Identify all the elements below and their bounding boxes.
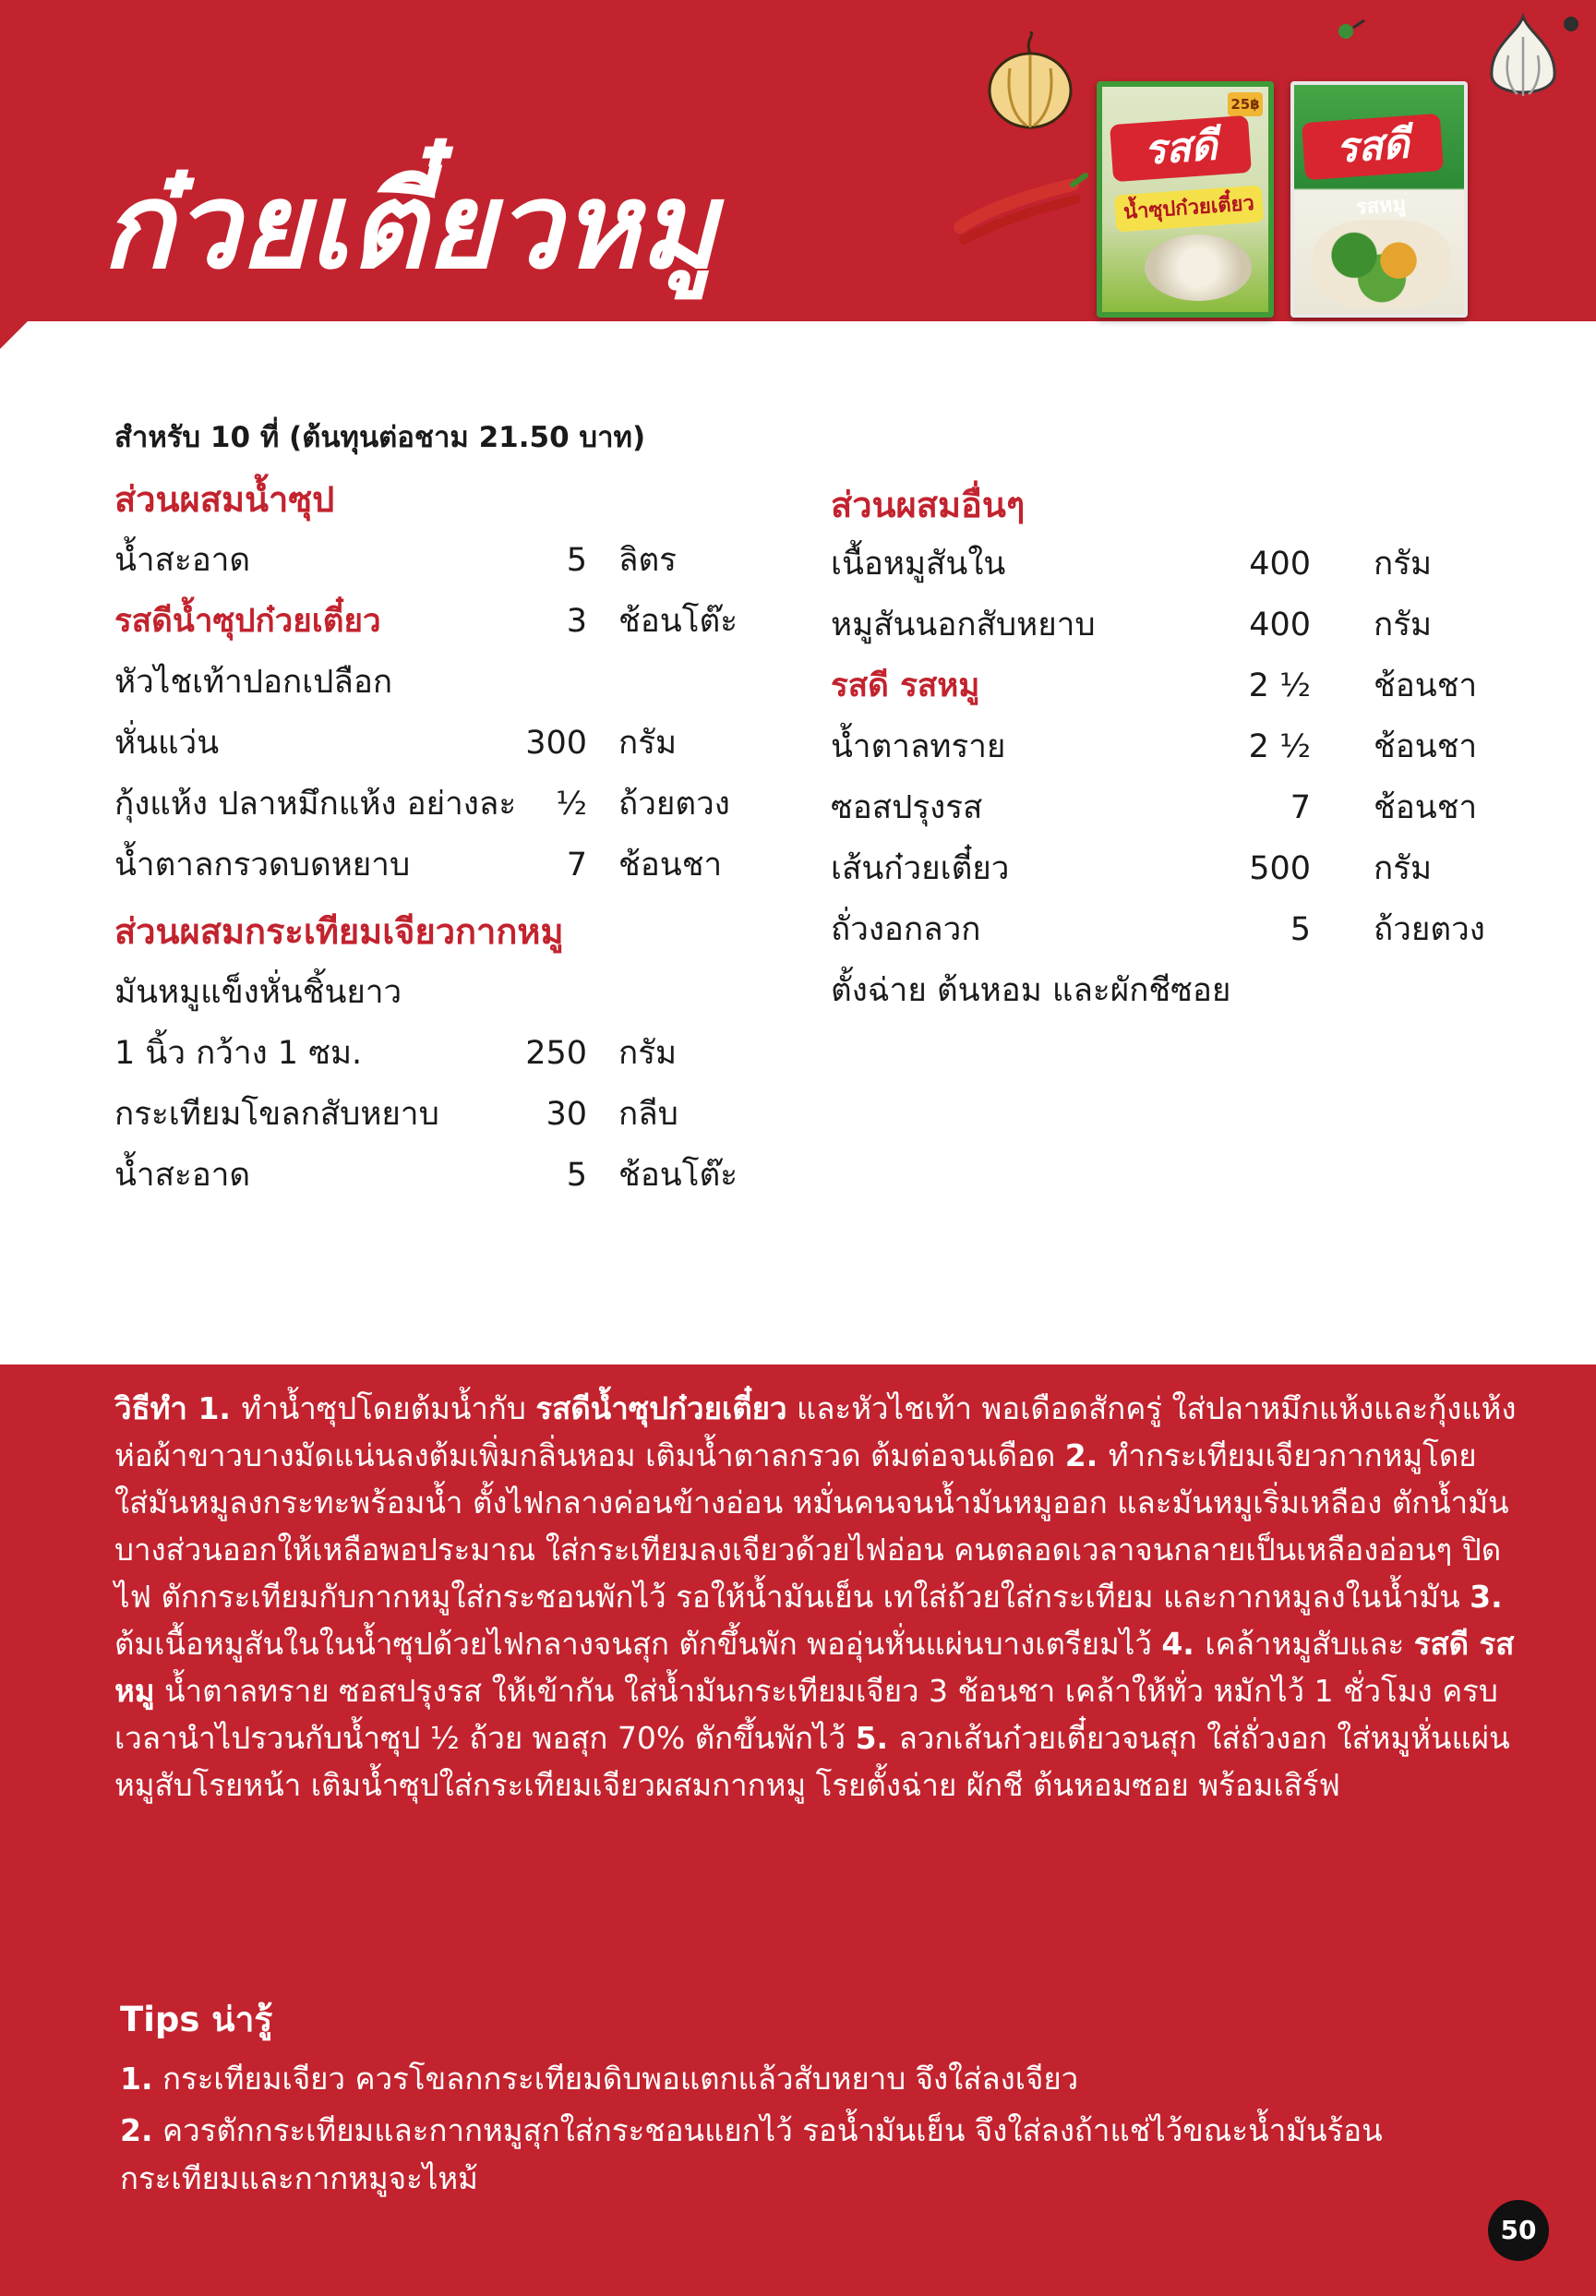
ingredient-name: น้ำสะอาด (114, 542, 251, 579)
ingredient-qty: 7 (1290, 789, 1311, 826)
chili-icon (951, 172, 1089, 246)
method-segment: เคล้าหมูสับและ (1205, 1626, 1414, 1662)
pack-product-name: น้ำซุปก๋วยเตี๋ยว (1114, 185, 1264, 232)
method-segment: ทำกระเทียมเจียวกากหมูโดย ใส่มันหมูลงกระทะพร้อมน้ำ ตั้งไฟกลางค่อนข้างอ่อน หมั่นคนจนน้ำมันหมูออก และมันหมูเริ่มเหลือง ตักน้ำมันบางส่วนออกให้เหลือพอประมาณ ใส่กระเทียมลงเจียวด้วยไฟอ่อน คนตลอดเวลาจนกลายเป็นเหลืองอ่อนๆ ปิดไฟ ตักกระเทียมกับกากหมูใส่กระชอนพักไว้ รอให้น้ำมันเย็น เทใส่ถ้วยใส่กระเทียม และกากหมูลงในน้ำมัน (114, 1437, 1509, 1615)
ingredient-row (114, 1145, 803, 1206)
method-emphasis: รสดี รสหมู (114, 1626, 1515, 1709)
product-pack-pork-image (1290, 81, 1468, 318)
serving-info: สำหรับ 10 ที่ (ต้นทุนต่อชาม 21.50 บาท) (114, 421, 646, 454)
ingredient-qty: 5 (1290, 911, 1311, 948)
ingredient-name: ตั้งฉ่าย ต้นหอม และผักชีซอย (831, 972, 1231, 1009)
onion-icon (982, 31, 1078, 135)
section-title-other: ส่วนผสมอื่นๆ (831, 485, 1026, 525)
ingredient-unit: กรัม (1374, 546, 1433, 583)
ingredient-unit: ถ้วยตวง (618, 786, 730, 823)
ingredient-unit: กรัม (618, 1035, 678, 1072)
ingredient-unit: กรัม (1374, 850, 1433, 887)
method-text (114, 1385, 1518, 1809)
ingredient-unit: ลิตร (618, 542, 677, 579)
method-emphasis: 2. (1064, 1437, 1109, 1473)
stir-fry-image (1313, 220, 1451, 308)
ingredient-unit: กลีบ (618, 1096, 678, 1133)
ingredient-row (831, 899, 1558, 960)
method-emphasis: 4. (1161, 1626, 1206, 1662)
ingredient-unit: ช้อนชา (1374, 667, 1478, 704)
soup-bowl-image (1145, 234, 1252, 301)
ingredient-qty: 5 (566, 1157, 587, 1194)
method-emphasis: วิธีทำ 1. (114, 1390, 242, 1426)
ingredient-row (114, 1023, 803, 1084)
section-title-soup: ส่วนผสมน้ำซุป (114, 479, 335, 520)
ingredient-name: เนื้อหมูสันใน (831, 546, 1006, 583)
ingredient-row (831, 777, 1558, 838)
pack-product-name: รสหมู (1355, 193, 1407, 220)
ingredient-name: 1 นิ้ว กว้าง 1 ซม. (114, 1035, 363, 1072)
ingredient-qty: 2 ½ (1248, 728, 1311, 765)
ingredient-row (831, 595, 1558, 655)
ingredient-qty: 400 (1249, 607, 1311, 643)
method-emphasis: 5. (855, 1720, 899, 1756)
ingredient-row (831, 655, 1558, 716)
ingredient-name: หัวไชเท้าปอกเปลือก (114, 664, 393, 701)
ingredient-qty: 400 (1249, 546, 1311, 583)
method-segment: ทำน้ำซุปโดยต้มน้ำกับ (241, 1390, 536, 1426)
ingredient-qty: 3 (566, 603, 587, 640)
ingredient-unit: ช้อนโต๊ะ (618, 1157, 738, 1194)
peppercorn-icon (1560, 13, 1582, 35)
ingredient-qty: 300 (525, 725, 587, 762)
tip-item: 2. ควรตักกระเทียมและกากหมูสุกใส่กระชอนแยกไว้ รอน้ำมันเย็น จึงใส่ลงถ้าแช่ไว้ขณะน้ำมันร้อน กระเทียมและกากหมูจะไหม้ (120, 2112, 1383, 2196)
ingredient-unit: ช้อนชา (618, 847, 723, 884)
ingredient-qty: 30 (546, 1096, 587, 1133)
ingredient-unit: ช้อนชา (1374, 789, 1478, 826)
ingredient-row (114, 713, 803, 774)
tips-title: Tips น่ารู้ (120, 2000, 273, 2039)
method-segment: และหัวไชเท้า พอเดือดสักครู่ ใส่ปลาหมึกแห้งและกุ้งแห้งห่อผ้าขาวบางมัดแน่นลงต้มเพิ่มกลิ่นหอม เติมน้ำตาลกรวด ต้มต่อจนเดือด (114, 1390, 1517, 1473)
page-title: ก๋วยเตี๋ยวหมู (102, 157, 717, 295)
ingredient-unit: ถ้วยตวง (1374, 911, 1485, 948)
ingredient-name: กุ้งแห้ง ปลาหมึกแห้ง อย่างละ (114, 786, 517, 823)
ingredient-row (114, 591, 803, 652)
garlic-icon (1484, 9, 1562, 105)
ingredient-name: ถั่วงอกลวก (831, 911, 981, 948)
ingredient-qty: ½ (556, 786, 587, 823)
page-number: 50 (1488, 2200, 1549, 2261)
pepper-icon (1333, 17, 1370, 54)
method-segment: น้ำตาลทราย ซอสปรุงรส ให้เข้ากัน ใส่น้ำมันกระเทียมเจียว 3 ช้อนชา เคล้าให้ทั่ว หมักไว้ 1 ชั่วโมง ครบเวลานำไปรวนกับน้ำซุป ½ ถ้วย พอสุก 70% ตักขึ้นพักไว้ (114, 1673, 1498, 1756)
section-title-garlic: ส่วนผสมกระเทียมเจียวกากหมู (114, 911, 564, 952)
ingredient-unit: ช้อนโต๊ะ (618, 603, 738, 640)
ingredient-name: มันหมูแข็งหั่นชิ้นยาว (114, 974, 402, 1011)
method-segment: ต้มเนื้อหมูสันในในน้ำซุปด้วยไฟกลางจนสุก ตักขึ้นพัก พออุ่นหั่นแผ่นบางเตรียมไว้ (114, 1626, 1162, 1662)
ingredient-qty: 250 (525, 1035, 587, 1072)
ingredient-name: น้ำตาลกรวดบดหยาบ (114, 847, 411, 884)
method-segment: ลวกเส้นก๋วยเตี๋ยวจนสุก ใส่ถั่วงอก ใส่หมูหั่นแผ่น หมูสับโรยหน้า เติมน้ำซุปใส่กระเทียมเจียวผสมกากหมู โรยตั้งฉ่าย ผักชี ต้นหอมซอย พร้อมเสิร์ฟ (114, 1720, 1510, 1803)
ingredient-name: รสดี รสหมู (831, 667, 980, 704)
ingredient-row (114, 1084, 803, 1145)
ingredient-name: กระเทียมโขลกสับหยาบ (114, 1096, 439, 1133)
ingredient-row (831, 534, 1558, 595)
ingredient-unit: ช้อนชา (1374, 728, 1478, 765)
ingredient-name: น้ำตาลทราย (831, 728, 1006, 765)
ingredient-row (114, 962, 803, 1023)
ingredient-row (114, 835, 803, 896)
product-pack-soup-image (1097, 81, 1274, 318)
brand-logo: รสดี (1302, 114, 1444, 180)
tip-item: 1. กระเทียมเจียว ควรโขลกกระเทียมดิบพอแตกแล้วสับหยาบ จึงใส่ลงเจียว (120, 2061, 1079, 2097)
ingredient-qty: 5 (566, 542, 587, 579)
ingredient-row (831, 960, 1558, 1021)
method-emphasis: 3. (1470, 1579, 1503, 1615)
price-badge: 25฿ (1228, 92, 1263, 116)
ingredient-name: ซอสปรุงรส (831, 789, 983, 826)
ingredient-qty: 7 (566, 847, 587, 884)
ingredient-qty: 500 (1249, 850, 1311, 887)
ingredient-row (831, 716, 1558, 777)
ingredient-unit: กรัม (1374, 607, 1433, 643)
ingredient-row (114, 530, 803, 591)
ingredient-row (114, 652, 803, 713)
ingredient-name: เส้นก๋วยเตี๋ยว (831, 850, 1010, 887)
ingredient-name: รสดีน้ำซุปก๋วยเตี๋ยว (114, 603, 381, 640)
brand-logo: รสดี (1110, 115, 1252, 182)
ingredient-row (114, 774, 803, 835)
ingredient-name: หั่นแว่น (114, 725, 220, 762)
method-emphasis: รสดีน้ำซุปก๋วยเตี๋ยว (535, 1390, 787, 1426)
ingredient-qty: 2 ½ (1248, 667, 1311, 704)
ingredient-unit: กรัม (618, 725, 678, 762)
ingredient-row (831, 838, 1558, 899)
ingredient-name: น้ำสะอาด (114, 1157, 251, 1194)
ingredient-name: หมูสันนอกสับหยาบ (831, 607, 1096, 643)
